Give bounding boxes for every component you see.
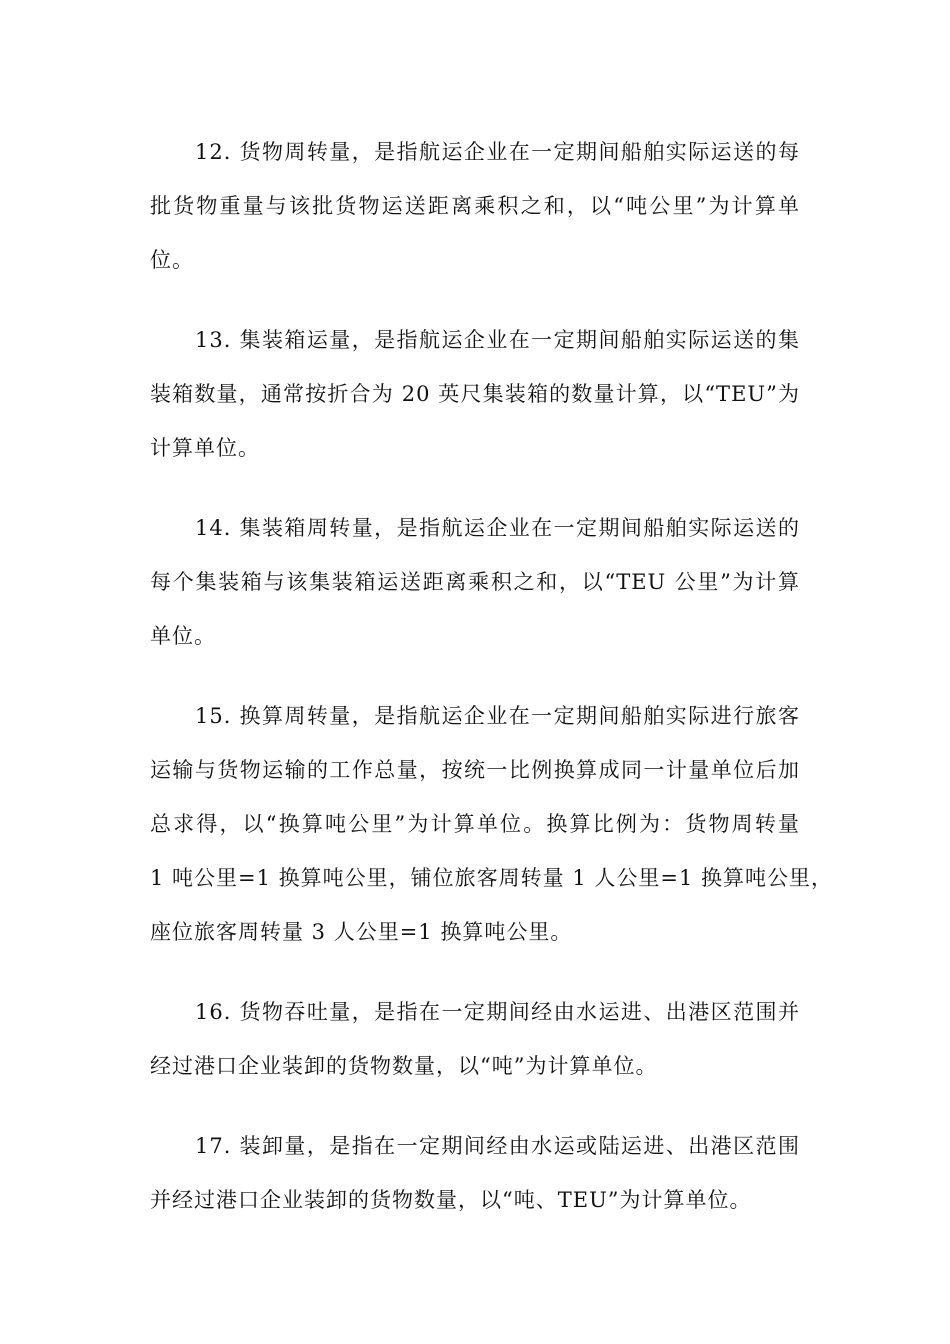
paragraph-line: 座位旅客周转量 3 人公里=1 换算吨公里。 xyxy=(150,920,573,944)
paragraph-12 xyxy=(150,125,800,287)
paragraph-line: 单位。 xyxy=(150,624,216,648)
paragraph-line: 15. 换算周转量，是指航运企业在一定期间船舶实际进行旅客 xyxy=(195,704,800,728)
document-body xyxy=(150,125,834,1253)
paragraph-line: 批货物重量与该批货物运送距离乘积之和，以“吨公里”为计算单 xyxy=(150,194,800,218)
paragraph-line: 13. 集装箱运量，是指航运企业在一定期间船舶实际运送的集 xyxy=(195,328,800,352)
paragraph-line: 1 吨公里=1 换算吨公里，铺位旅客周转量 1 人公里=1 换算吨公里， xyxy=(150,866,834,890)
paragraph-line: 每个集装箱与该集装箱运送距离乘积之和，以“TEU 公里”为计算 xyxy=(150,570,800,594)
paragraph-line: 12. 货物周转量，是指航运企业在一定期间船舶实际运送的每 xyxy=(195,140,800,164)
paragraph-14 xyxy=(150,501,800,663)
paragraph-17 xyxy=(150,1119,800,1227)
paragraph-line: 装箱数量，通常按折合为 20 英尺集装箱的数量计算，以“TEU”为 xyxy=(150,382,800,406)
paragraph-line: 位。 xyxy=(150,248,194,272)
paragraph-line: 总求得，以“换算吨公里”为计算单位。换算比例为：货物周转量 xyxy=(150,812,800,836)
paragraph-15 xyxy=(150,689,834,959)
paragraph-line: 17. 装卸量，是指在一定期间经由水运或陆运进、出港区范围 xyxy=(195,1134,800,1158)
paragraph-line: 计算单位。 xyxy=(150,436,260,460)
paragraph-13 xyxy=(150,313,800,475)
paragraph-line: 14. 集装箱周转量，是指航运企业在一定期间船舶实际运送的 xyxy=(195,516,800,540)
paragraph-line: 16. 货物吞吐量，是指在一定期间经由水运进、出港区范围并 xyxy=(195,1000,800,1024)
paragraph-line: 并经过港口企业装卸的货物数量，以“吨、TEU”为计算单位。 xyxy=(150,1188,752,1212)
paragraph-line: 经过港口企业装卸的货物数量，以“吨”为计算单位。 xyxy=(150,1054,658,1078)
paragraph-line: 运输与货物运输的工作总量，按统一比例换算成同一计量单位后加 xyxy=(150,758,800,782)
paragraph-16 xyxy=(150,985,800,1093)
